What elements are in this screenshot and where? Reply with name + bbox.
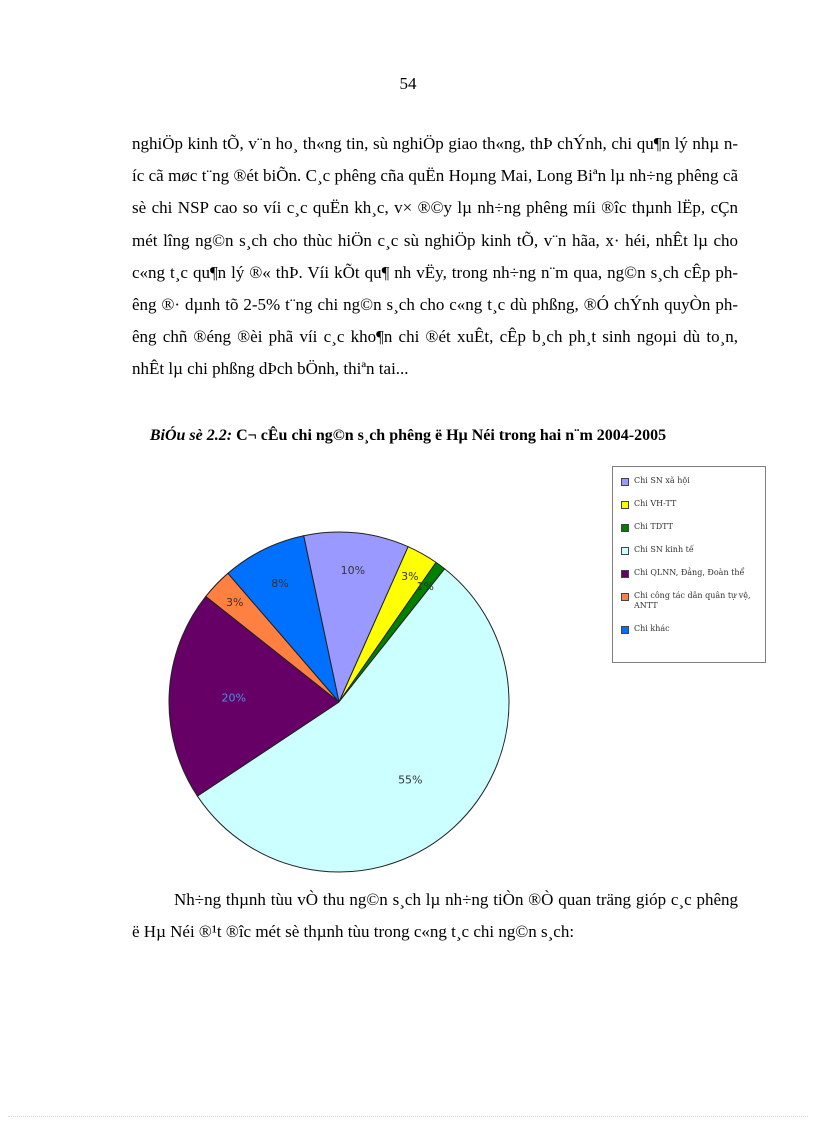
legend-swatch (621, 593, 629, 601)
legend-swatch (621, 570, 629, 578)
legend-label: Chi QLNN, Đảng, Đoàn thể (634, 568, 745, 577)
pie-data-label: 8% (271, 577, 289, 591)
pie-data-label: 3% (401, 570, 419, 584)
pie-chart (160, 462, 550, 882)
page-footer-rule (8, 1116, 808, 1117)
chart-legend (612, 466, 766, 663)
legend-item (621, 545, 761, 555)
legend-swatch (621, 626, 629, 634)
legend-swatch (621, 524, 629, 532)
pie-data-label: 1% (416, 580, 434, 593)
pie-data-label: 10% (340, 564, 366, 578)
legend-label: Chi khác (634, 624, 670, 633)
legend-label: Chi SN kinh tế (634, 545, 694, 554)
legend-item (621, 591, 761, 611)
pie-data-label: 55% (398, 773, 423, 787)
pie-data-label: 3% (225, 596, 244, 609)
legend-label: Chi công tác dân quân tự vệ, ANTT (634, 591, 751, 610)
legend-item (621, 624, 761, 634)
chart-caption (0, 427, 816, 445)
legend-item (621, 522, 761, 532)
paragraph-intro: nghiÖp kinh tÕ, v¨n ho¸ th«ng tin, sù nghiÖp giao th«ng, thÞ chÝnh, chi qu¶n lý nhµ níc cã møc t¨ng ®ét biÕn. C¸c phêng cña quËn Hoµng Mai, Long Biªn lµ nh÷ng phêng cã sè chi NSP cao so víi c¸c quËn kh¸c, v× ®©y lµ nh÷ng phêng míi ®îc thµnh lËp, cÇn mét lîng ng©n s¸ch cho thùc hiÖn c¸c sù nghiÖp kinh tÕ, v¨n hãa, x· héi, nhÊt lµ cho c«ng t¸c qu¶n lý ®« thÞ. Víi kÕt qu¶ nh vËy, trong nh÷ng n¨m qua, ng©n s¸ch cÊp phêng ®· dµnh tõ 2-5% t¨ng chi ng©n s¸ch cho c«ng t¸c dù phßng, ®Ó chÝnh quyÒn phêng chñ ®éng ®èi phã víi c¸c kho¶n chi ®ét xuÊt, cÊp b¸ch ph¸t sinh ngoµi dù to¸n, nhÊt lµ chi phßng dÞch bÖnh, thiªn tai... (132, 134, 738, 379)
legend-swatch (621, 547, 629, 555)
page-number: 54 (399, 74, 417, 93)
caption-text: C¬ cÊu chi ng©n s¸ch phêng ë Hµ Néi trong hai n¨m 2004-2005 (232, 427, 667, 444)
caption-prefix: BiÓu sè 2.2: (149, 427, 233, 444)
legend-label: Chi VH-TT (634, 499, 677, 508)
legend-swatch (621, 501, 629, 509)
legend-item (621, 568, 761, 578)
pie-slices (169, 532, 509, 872)
legend-item (621, 499, 761, 509)
legend-item (621, 476, 761, 486)
legend-swatch (621, 478, 629, 486)
pie-data-label: 20% (221, 691, 246, 705)
paragraph-achievements: Nh÷ng thµnh tùu vÒ thu ng©n s¸ch lµ nh÷ng tiÒn ®Ò quan träng gióp c¸c phêng ë Hµ Néi ®¹t ®îc mét sè thµnh tùu trong c«ng t¸c chi ng©n s¸ch: (132, 890, 738, 942)
legend-label: Chi SN xã hội (634, 476, 690, 485)
legend-label: Chi TDTT (634, 522, 673, 531)
